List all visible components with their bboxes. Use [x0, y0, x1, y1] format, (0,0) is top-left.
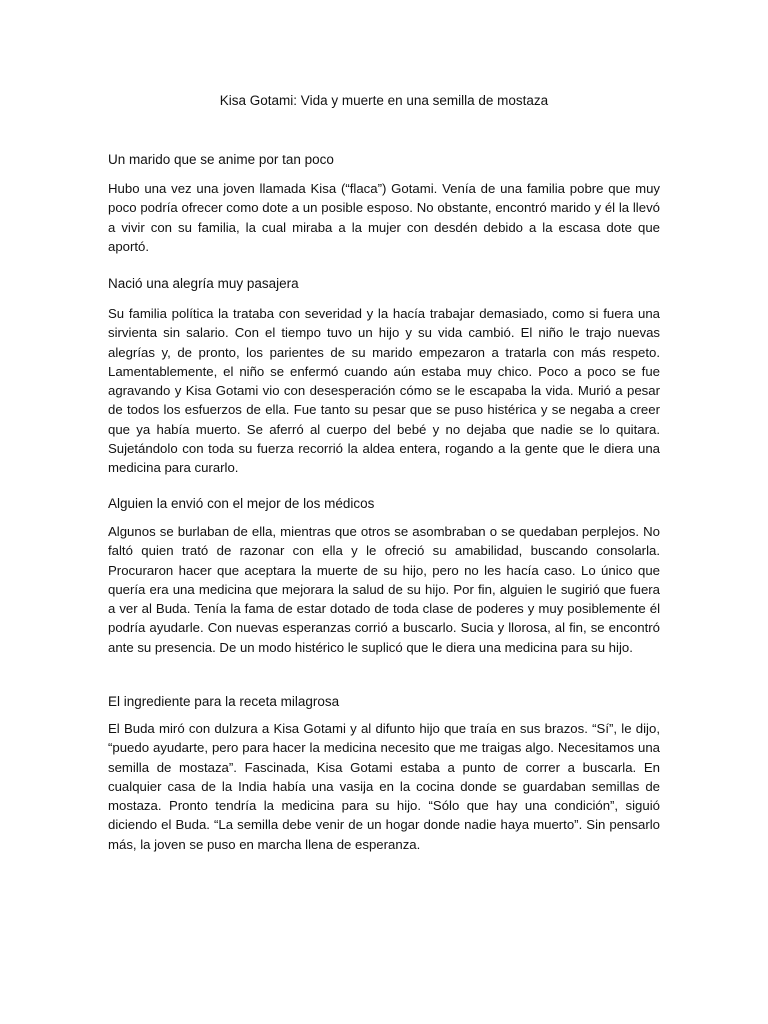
section-paragraph-marido: Hubo una vez una joven llamada Kisa (“flaca”) Gotami. Venía de una familia pobre que muy poco podría ofrecer como dote a un posible esposo. No obstante, encontró marido y él la llevó a vivir con su familia, la cual miraba a la mujer con desdén debido a la escasa dote que aportó. — [108, 181, 660, 254]
section-heading-marido: Un marido que se anime por tan poco — [108, 152, 334, 167]
document-title: Kisa Gotami: Vida y muerte en una semilla de mostaza — [219, 93, 549, 108]
section-paragraph-ingrediente: El Buda miró con dulzura a Kisa Gotami y al difunto hijo que traía en sus brazos. “Sí”, le dijo, “puedo ayudarte, pero para hacer la medicina necesito que me traigas algo. Necesitamos una semilla de mostaza”. Fascinada, Kisa Gotami estaba a punto de correr a buscarla. En cualquier casa de la India había una vasija en la cocina donde se guardaban semillas de mostaza. Pronto tendría la medicina para su hijo. “Sólo que hay una condición”, siguió diciendo el Buda. “La semilla debe venir de un hogar donde nadie haya muerto”. Sin pensarlo más, la joven se puso en marcha llena de esperanza. — [108, 721, 660, 852]
section-heading-ingrediente: El ingrediente para la receta milagrosa — [108, 694, 340, 709]
section-paragraph-medicos: Algunos se burlaban de ella, mientras que otros se asombraban o se quedaban perplejos. No faltó quien trató de razonar con ella y le ofreció su amabilidad, buscando consolarla. Procuraron hacer que aceptara la muerte de su hijo, pero no les hacía caso. Lo único que quería era una medicina que mejorara la salud de su hijo. Por fin, alguien le sugirió que fuera a ver al Buda. Tenía la fama de estar dotado de toda clase de poderes y muy posiblemente él podría ayudarle. Con nuevas esperanzas corrió a buscarlo. Sucia y llorosa, al fin, se encontró ante su presencia. De un modo histérico le suplicó que le diera una medicina para su hijo. — [108, 524, 660, 655]
section-heading-alegria: Nació una alegría muy pasajera — [108, 276, 299, 291]
section-heading-medicos: Alguien la envió con el mejor de los médicos — [108, 496, 375, 511]
section-paragraph-alegria: Su familia política la trataba con severidad y la hacía trabajar demasiado, como si fuera una sirvienta sin salario. Con el tiempo tuvo un hijo y su vida cambió. El niño le trajo nuevas alegrías y, de pronto, los parientes de su marido empezaron a tratarla con más respeto. Lamentablemente, el niño se enfermó cuando aún estaba muy chico. Poco a poco se fue agravando y Kisa Gotami vio con desesperación cómo se le escapaba la vida. Murió a pesar de todos los esfuerzos de ella. Fue tanto su pesar que se puso histérica y se negaba a creer que ya había muerto. Se aferró al cuerpo del bebé y no dejaba que nadie se lo quitara. Sujetándolo con toda su fuerza recorrió la aldea entera, rogando a la gente que le diera una medicina para curarlo. — [108, 306, 660, 476]
